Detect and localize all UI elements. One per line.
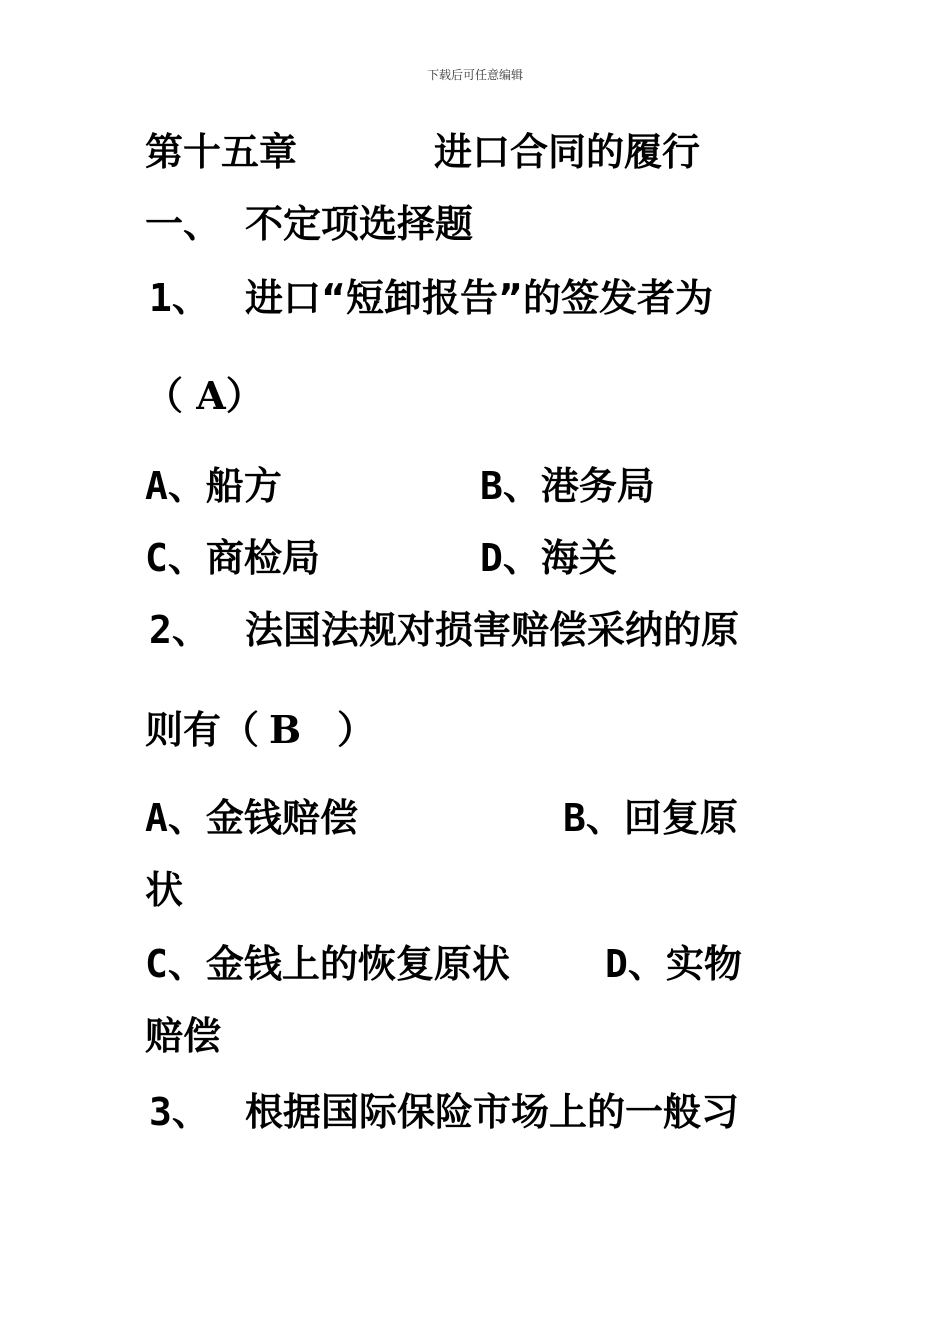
header-note: 下载后可任意编辑 <box>426 68 523 82</box>
option-b-label: B、 <box>480 464 541 508</box>
option-c-text: 金钱上的恢复原状 <box>205 942 510 986</box>
option-d-label: D、 <box>605 942 666 986</box>
option-a-text: 船方 <box>205 464 282 508</box>
option-a-label: A、 <box>145 464 206 508</box>
section-title: 不定项选择题 <box>245 202 474 246</box>
chapter-number: 第十五章 <box>145 130 298 174</box>
section-number: 一、 <box>145 202 222 246</box>
chapter-title: 进口合同的履行 <box>434 130 701 174</box>
option-d-label: D、 <box>480 536 541 580</box>
option-d-text: 海关 <box>540 536 617 580</box>
question-1-number: 1、 <box>149 276 210 320</box>
option-c-label: C、 <box>145 942 206 986</box>
question-1-text: 进口“短卸报告”的签发者为 <box>245 276 713 320</box>
option-c-label: C、 <box>145 536 206 580</box>
option-d <box>605 940 742 988</box>
option-d-text: 实物 <box>665 942 742 986</box>
option-c-text: 商检局 <box>205 536 320 580</box>
option-a <box>145 462 282 510</box>
option-d <box>480 534 617 582</box>
option-b <box>563 794 738 842</box>
option-a <box>145 794 358 842</box>
option-c <box>145 940 510 988</box>
option-b-label: B、 <box>563 796 624 840</box>
question-3-number: 3、 <box>149 1090 210 1134</box>
option-d-text-cont: 赔偿 <box>145 1014 222 1058</box>
option-b-text: 回复原 <box>623 796 738 840</box>
option-b-text-cont: 状 <box>145 868 184 912</box>
question-2-text: 法国法规对损害赔偿采纳的原 <box>245 608 740 652</box>
question-2-number: 2、 <box>149 608 210 652</box>
question-2-answer-close: ） <box>337 708 376 752</box>
option-a-label: A、 <box>145 796 206 840</box>
option-c <box>145 534 320 582</box>
question-2-answer: B <box>269 707 302 752</box>
question-2-text-cont: 则有（ <box>145 708 260 752</box>
option-a-text: 金钱赔偿 <box>205 796 358 840</box>
option-b-text: 港务局 <box>540 464 655 508</box>
option-b <box>480 462 655 510</box>
question-3-text: 根据国际保险市场上的一般习 <box>245 1090 740 1134</box>
question-1-answer: （ A） <box>145 373 264 418</box>
